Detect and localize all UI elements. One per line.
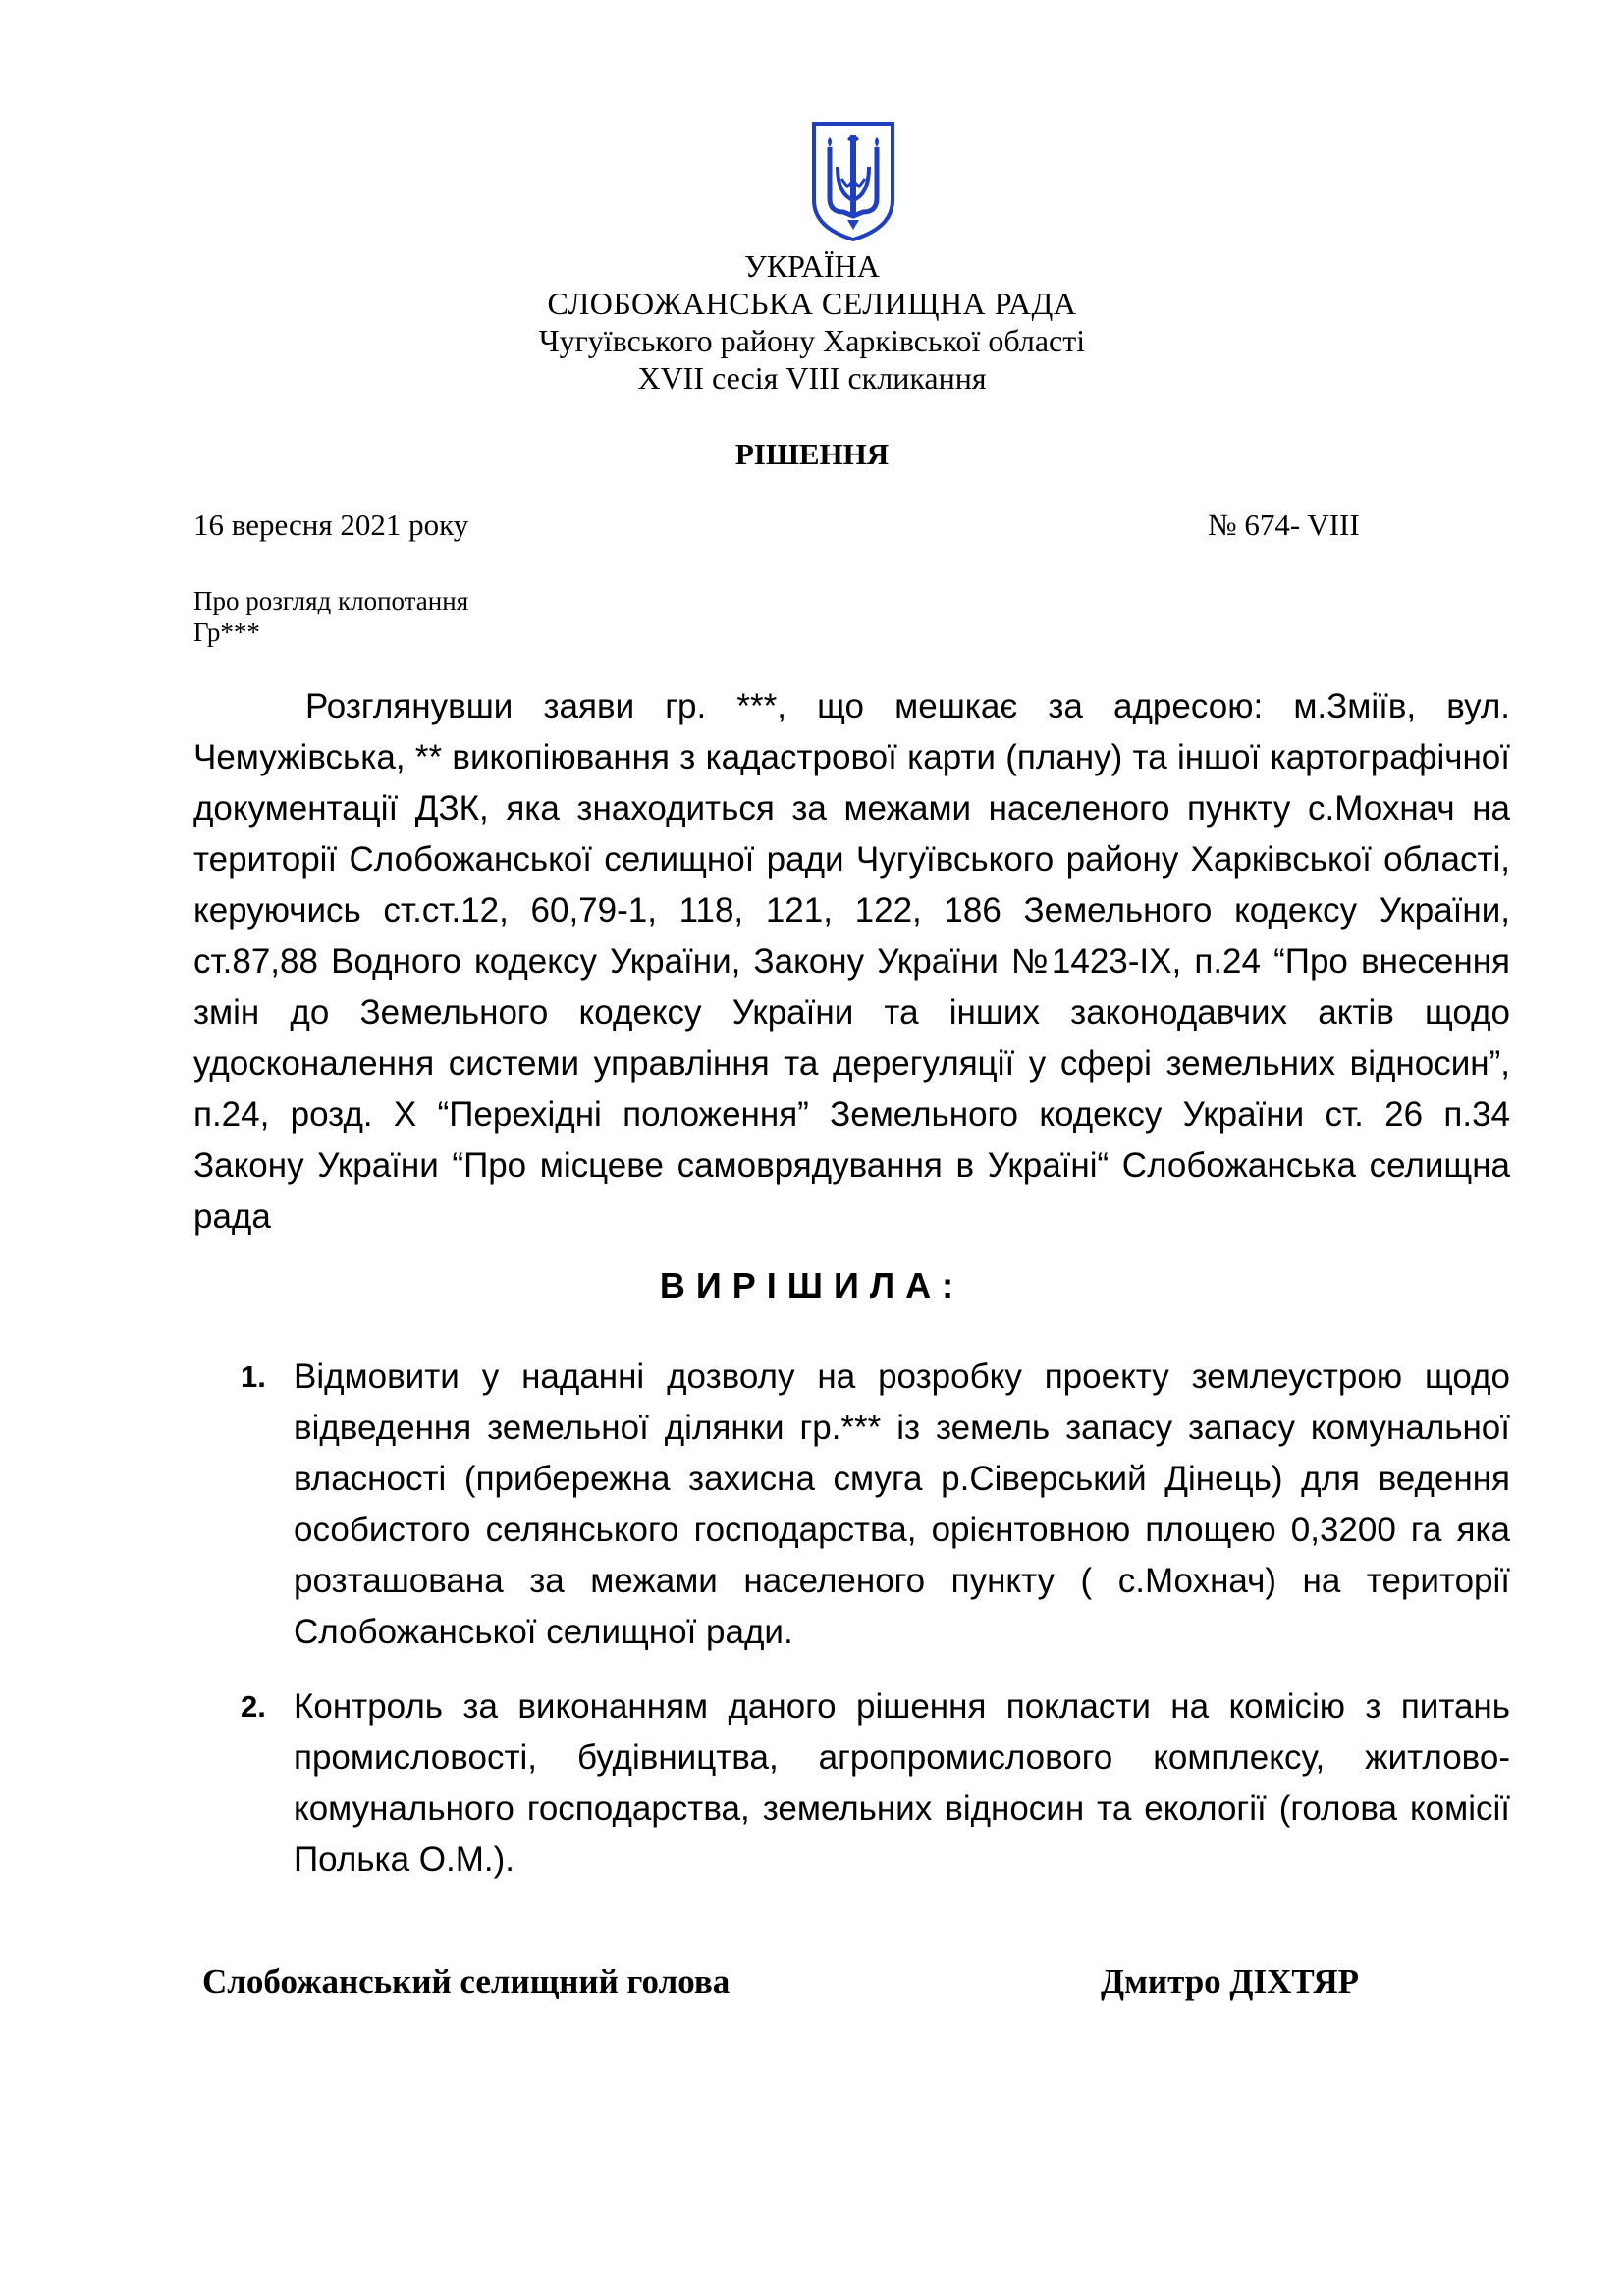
item-number: 2. — [241, 1689, 266, 1724]
decision-subject — [193, 585, 684, 648]
district-heading: Чугуївського району Харківської області — [538, 323, 1086, 358]
council-heading: СЛОБОЖАНСЬКА СЕЛИЩНА РАДА — [547, 286, 1077, 321]
signatory-name: Дмитро ДІХТЯР — [1101, 1962, 1360, 2001]
decision-date: 16 вересня 2021 року — [193, 507, 469, 542]
item-text: Контроль за виконанням даного рішення покласти на комісію з питань промисловості, будівництва, агропромислового комплексу, житлово-комунального господарства, земельних відносин та екології (голова комісії Полька О.М.). — [294, 1687, 1510, 1879]
resolved-heading: ВИРІШИЛА: — [659, 1265, 965, 1306]
resolution-item — [241, 1352, 1510, 1658]
resolution-item — [241, 1682, 1510, 1886]
tryzub-coat-of-arms-icon — [808, 118, 898, 245]
session-heading: XVII сесія VIII скликання — [637, 360, 987, 396]
decision-number: № 674- VIII — [1208, 507, 1360, 542]
signatory-title: Слобожанський селищний голова — [202, 1962, 731, 2001]
item-number: 1. — [241, 1360, 266, 1394]
item-text: Відмовити у наданні дозволу на розробку проекту землеустрою щодо відведення земельної ділянки гр.*** із земель запасу запасу комунальної власності (прибережна захисна смуга р.Сіверський Дінець) для ведення особистого селянського господарства, орієнтовною площею 0,3200 га яка розташована за межами населеного пункту ( с.Мохнач) на території Слобожанської селищної ради. — [294, 1358, 1510, 1651]
decision-title: РІШЕННЯ — [734, 437, 890, 471]
subject-line: Гр*** — [193, 617, 260, 647]
preamble-paragraph: Розглянувши заяви гр. ***, що мешкає за адресою: м.Зміїв, вул. Чемужівська, ** викопіювання з кадастрової карти (плану) та іншої картографічної документації ДЗК, яка знаходиться за межами населеного пункту с.Мохнач на території Слобожанської селищної ради Чугуївського району Харківської області, керуючись ст.ст.12, 60,79-1, 118, 121, 122, 186 Земельного кодексу України, ст.87,88 Водного кодексу України, Закону України №1423-IX, п.24 “Про внесення змін до Земельного кодексу України та інших законодавчих актів щодо удосконалення системи управління та дерегуляції у сфері земельних відносин”, п.24, розд. X “Перехідні положення” Земельного кодексу України ст. 26 п.34 Закону України “Про місцеве самоврядування в Україні“ Слобожанська селищна рада — [193, 687, 1510, 1236]
subject-line: Про розгляд клопотання — [193, 586, 469, 615]
country-heading: УКРАЇНА — [744, 248, 880, 284]
